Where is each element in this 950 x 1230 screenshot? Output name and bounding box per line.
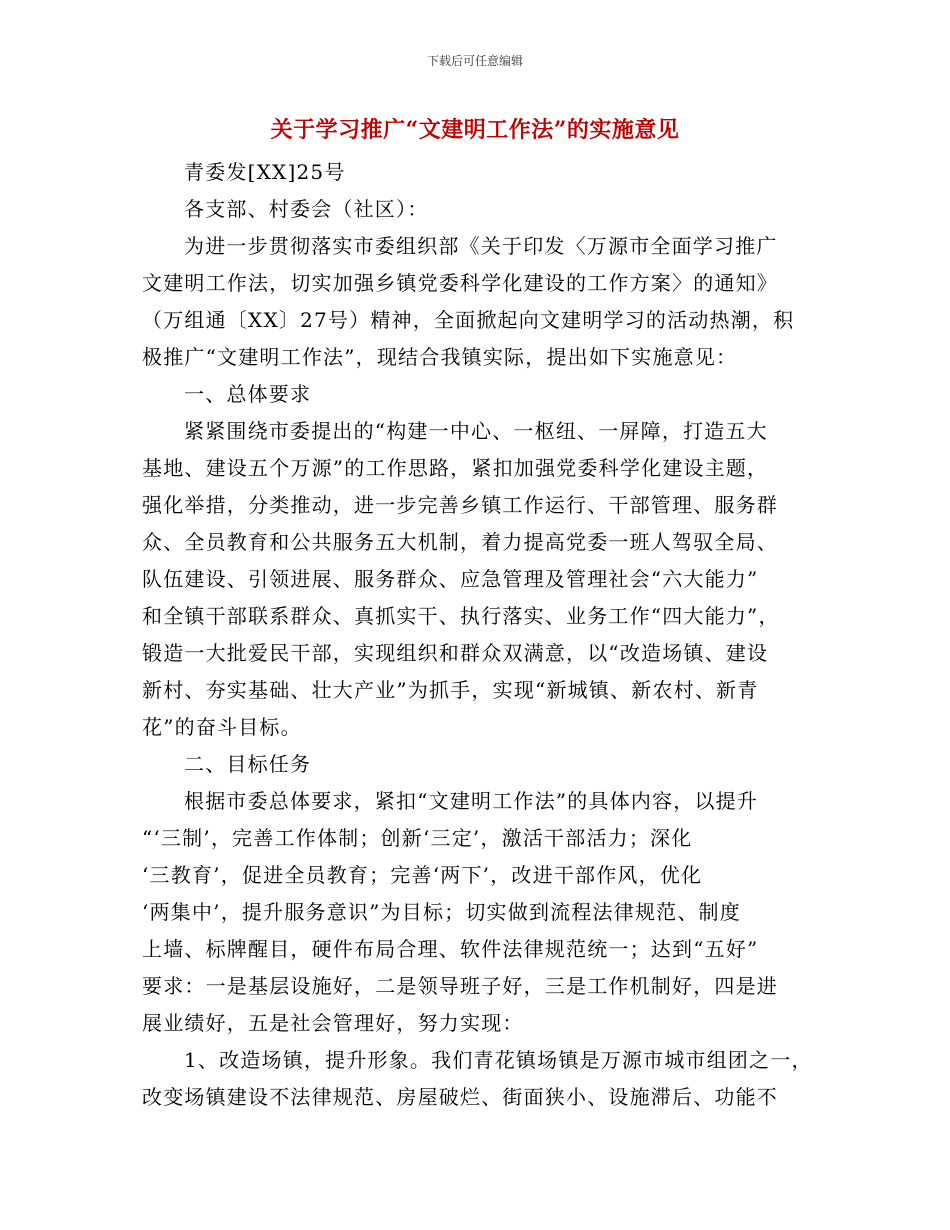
text-line: 极推广“文建明工作法”，现结合我镇实际，提出如下实施意见： [142,345,738,369]
text-line: 1、改造场镇，提升形象。我们青花镇场镇是万源市城市组团之一， [184,1048,813,1072]
text-line: 根据市委总体要求，紧扣“文建明工作法”的具体内容，以提升 [184,789,759,813]
text-line: 花”的奋斗目标。 [142,715,302,739]
text-line: 紧紧围绕市委提出的“构建一中心、一枢纽、一屏障，打造五大 [184,419,768,443]
paragraph-intro [142,228,810,376]
section-heading-2: 二、目标任务 [184,752,312,776]
text-line: 和全镇干部联系群众、真抓实干、执行落实、业务工作“四大能力”， [142,604,780,628]
text-line: 文建明工作法，切实加强乡镇党委科学化建设的工作方案〉的通知》 [142,271,778,295]
document-body [142,154,813,1116]
text-line: 新村、夯实基础、壮大产业”为抓手，实现“新城镇、新农村、新青 [142,678,759,702]
doc-number: 青委发[XX]25号 [184,160,346,184]
text-line: 展业绩好，五是社会管理好，努力实现： [142,1011,524,1035]
text-line: 上墙、标牌醒目，硬件布局合理、软件法律规范统一；达到“五好” [142,937,759,961]
document-title: 关于学习推广“文建明工作法”的实施意见 [270,117,680,143]
paragraph-target-tasks [142,783,810,1042]
text-line: ‘三教育’，促进全员教育；完善‘两下’，改进干部作风，优化 [142,863,703,887]
text-line: 众、全员教育和公共服务五大机制，着力提高党委一班人驾驭全局、 [142,530,778,554]
page-header: 下载后可任意编辑 [426,54,523,68]
text-line: 要求：一是基层设施好，二是领导班子好，三是工作机制好，四是进 [142,974,778,998]
text-line: 强化举措，分类推动，进一步完善乡镇工作运行、干部管理、服务群 [142,493,778,517]
text-line: “‘三制’，完善工作体制；创新‘三定’，激活干部活力；深化 [142,826,693,850]
text-line: 队伍建设、引领进展、服务群众、应急管理及管理社会“六大能力” [142,567,759,591]
text-line: 改变场镇建设不法律规范、房屋破烂、街面狭小、设施滞后、功能不 [142,1085,778,1109]
text-line: ‘两集中’，提升服务意识”为目标；切实做到流程法律规范、制度 [142,900,741,924]
text-line: 基地、建设五个万源”的工作思路，紧扣加强党委科学化建设主题， [142,456,769,480]
addressee: 各支部、村委会（社区）： [184,197,429,221]
text-line: （万组通〔XX〕27号）精神，全面掀起向文建明学习的活动热潮，积 [142,308,795,332]
paragraph-overall-requirements [142,413,810,746]
text-line: 为进一步贯彻落实市委组织部《关于印发〈万源市全面学习推广 [184,234,778,258]
paragraph-item-1 [142,1042,813,1116]
text-line: 锻造一大批爱民干部，实现组织和群众双满意，以“改造场镇、建设 [142,641,769,665]
section-heading-1: 一、总体要求 [184,382,312,406]
